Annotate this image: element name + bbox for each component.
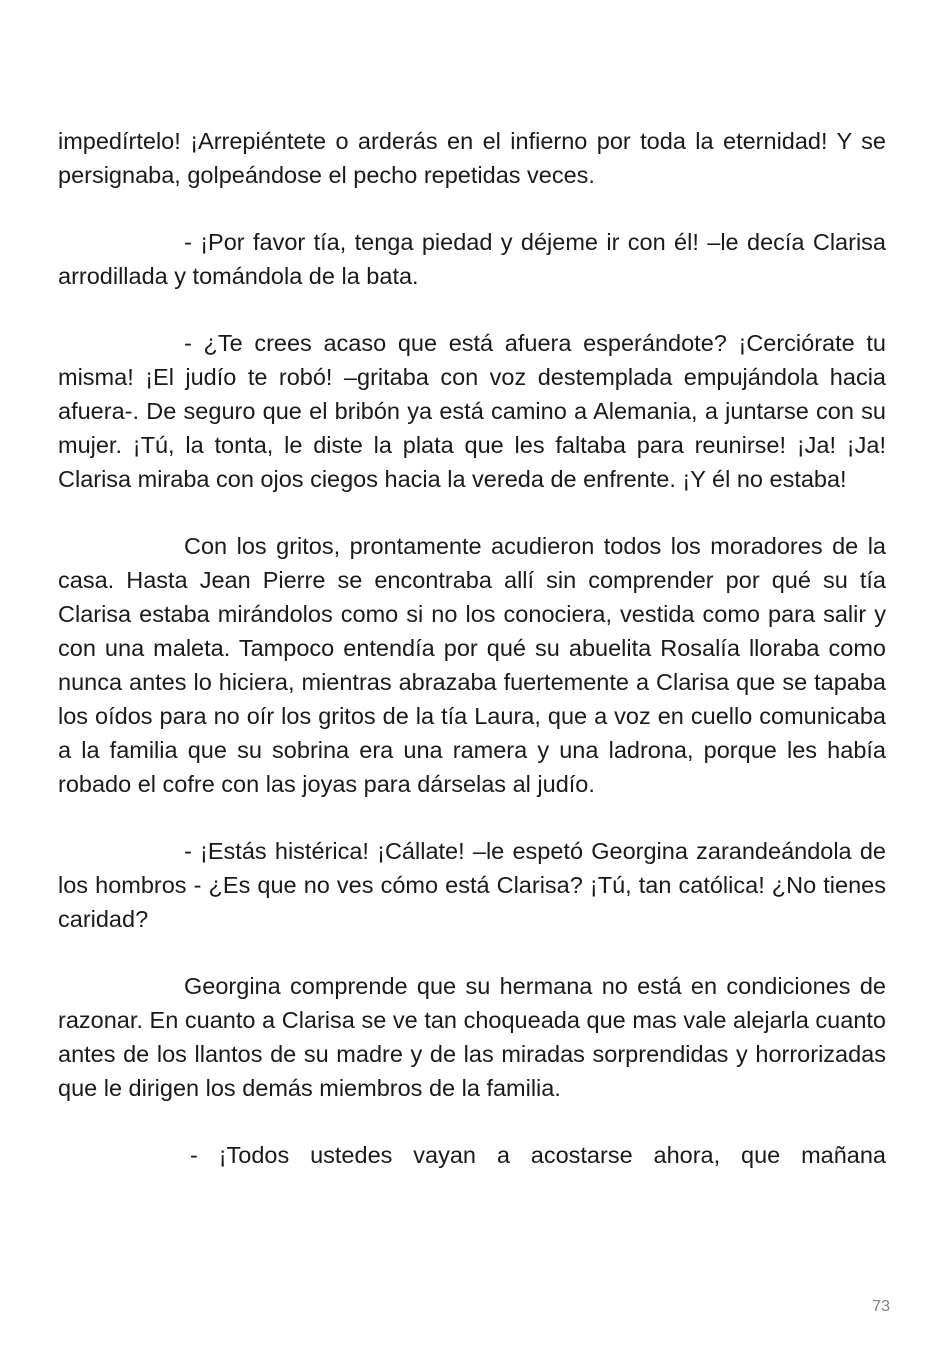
- paragraph-4: Con los gritos, prontamente acudieron todos los moradores de la casa. Hasta Jean Pierre se encontraba allí sin comprender por qué su tía Clarisa estaba mirándolos como si no los conociera, vestida como para salir y con una maleta. Tampoco entendía por qué su abuelita Rosalía lloraba como nunca antes lo hiciera, mientras abrazaba fuertemente a Clarisa que se tapaba los oídos para no oír los gritos de la tía Laura, que a voz en cuello comunicaba a la familia que su sobrina era una ramera y una ladrona, porque les había robado el cofre con las joyas para dárselas al judío.: [58, 533, 886, 797]
- paragraph-5: - ¡Estás histérica! ¡Cállate! –le espetó Georgina zarandeándola de los hombros - ¿Es que no ves cómo está Clarisa? ¡Tú, tan católica! ¿No tienes caridad?: [58, 838, 886, 932]
- page-body: [58, 124, 886, 1205]
- paragraph-6: Georgina comprende que su hermana no está en condiciones de razonar. En cuanto a Clarisa se ve tan choqueada que mas vale alejarla cuanto antes de los llantos de su madre y de las miradas sorprendidas y horrorizadas que le dirigen los demás miembros de la familia.: [58, 973, 886, 1101]
- paragraph-3: - ¿Te crees acaso que está afuera esperándote? ¡Cerciórate tu misma! ¡El judío te robó! –gritaba con voz destemplada empujándola hacia afuera-. De seguro que el bribón ya está camino a Alemania, a juntarse con su mujer. ¡Tú, la tonta, le diste la plata que les faltaba para reunirse! ¡Ja! ¡Ja! Clarisa miraba con ojos ciegos hacia la vereda de enfrente. ¡Y él no estaba!: [58, 330, 886, 492]
- paragraph-7: - ¡Todos ustedes vayan a acostarse ahora, que mañana: [190, 1142, 886, 1168]
- page-number: 73: [872, 1298, 890, 1315]
- paragraph-2: - ¡Por favor tía, tenga piedad y déjeme ir con él! –le decía Clarisa arrodillada y tomándola de la bata.: [58, 229, 886, 289]
- paragraph-1: impedírtelo! ¡Arrepiéntete o arderás en el infierno por toda la eternidad! Y se persignaba, golpeándose el pecho repetidas veces.: [58, 128, 886, 188]
